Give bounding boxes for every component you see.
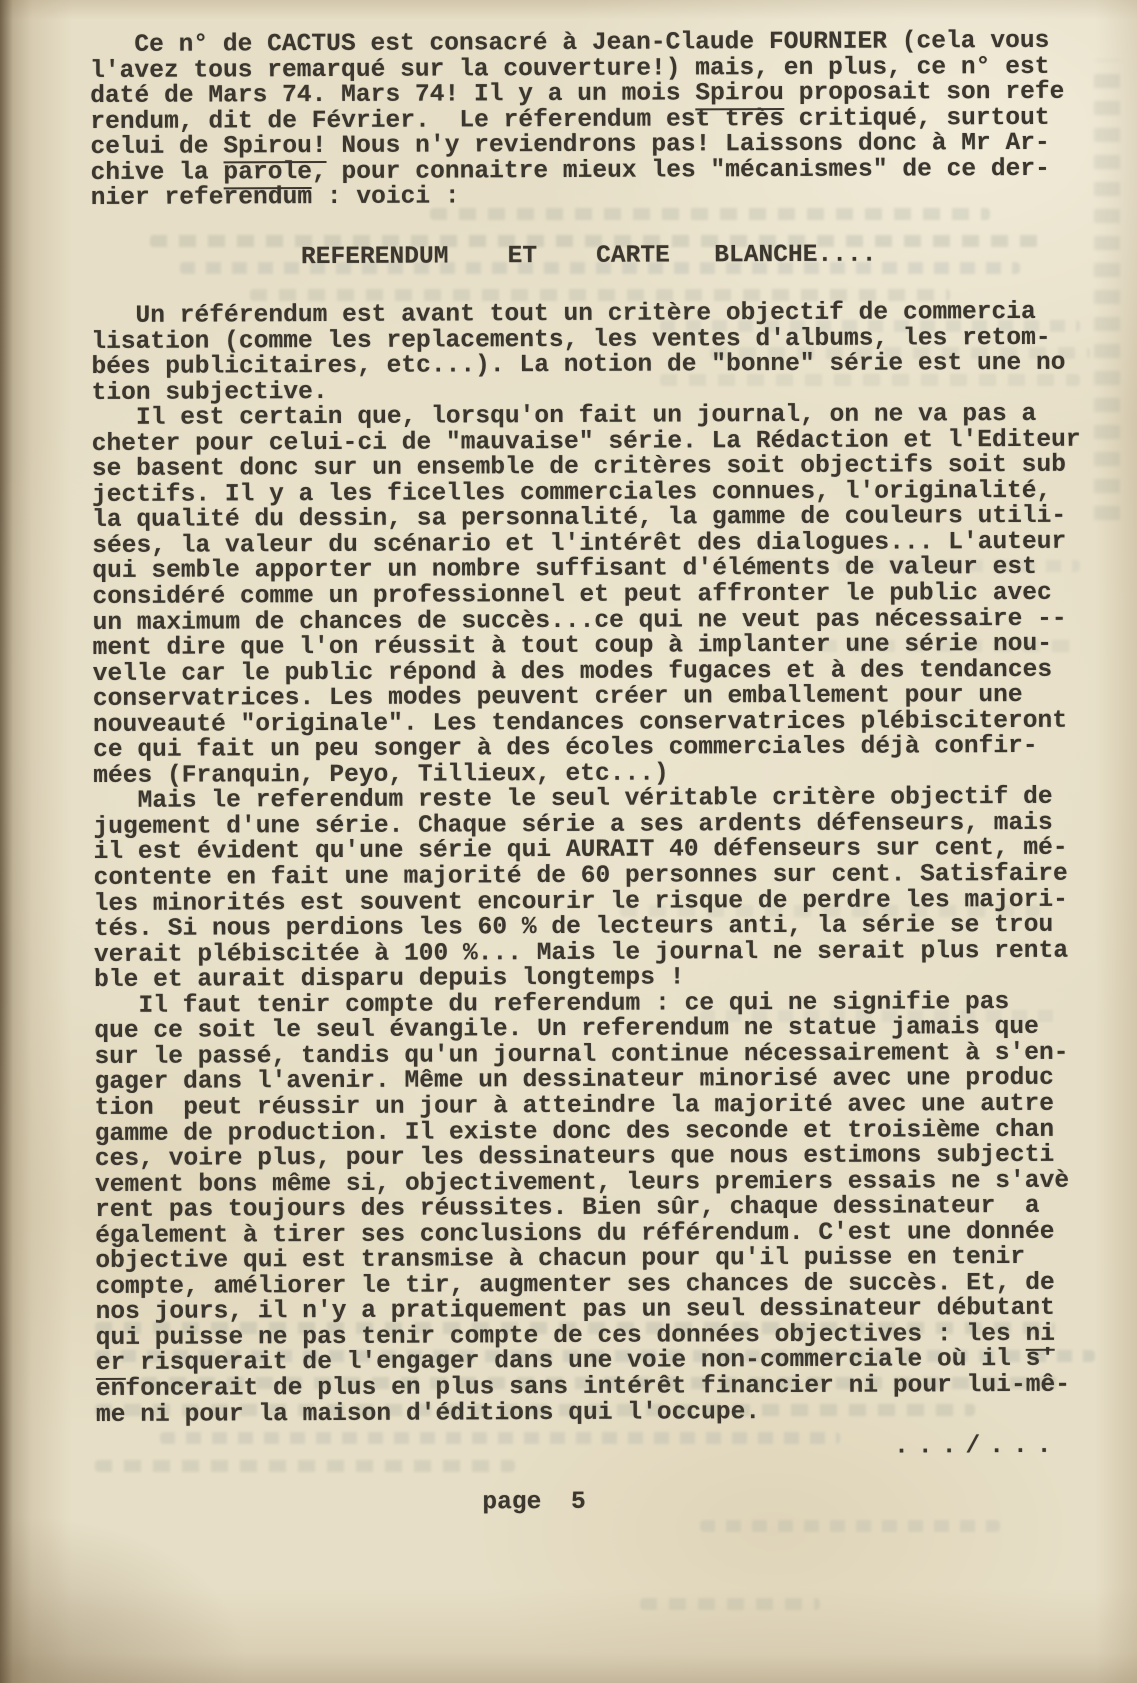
- text-line: Mais le referendum reste le seul véritable critère objectif de: [93, 784, 1053, 816]
- text-line: vement bons même si, objectivement, leurs premiers essais ne s'avè: [94, 1167, 1070, 1199]
- text-line: Ce n° de CACTUS est consacré à Jean-Claude FOURNIER (cela vous: [89, 27, 1050, 59]
- text-line: lisation (comme les replacements, les ventes d'albums, les retom-: [91, 324, 1051, 356]
- text-line: nouveauté "originale". Les tendances conservatrices plébisciteront: [92, 707, 1068, 739]
- text-line: que ce soit le seul évangile. Un referendum ne statue jamais que: [94, 1014, 1039, 1046]
- body-text: [91, 300, 1085, 1428]
- text-line: velle car le public répond à des modes fugaces et à des tendances: [92, 656, 1053, 688]
- text-line: cheter pour celui-ci de "mauvaise" série. La Rédaction et l'Editeur: [91, 426, 1081, 458]
- text-line: l'avez tous remarqué sur la couverture!) mais, en plus, ce n° est: [90, 53, 1050, 85]
- text-line: Il faut tenir compte du referendum : ce qui ne signifie pas: [94, 988, 1010, 1020]
- text-line: ce qui fait un peu songer à des écoles commerciales déjà confir-: [93, 733, 1038, 765]
- text-line: Un référendum est avant tout un critère objectif de commercia: [91, 298, 1036, 330]
- text-line: rendum, dit de Février. Le réferendum est très critiqué, surtout: [90, 104, 1050, 136]
- continuation-mark: .../...: [894, 1432, 1061, 1461]
- text-line: me ni pour la maison d'éditions qui l'occupe.: [95, 1398, 761, 1429]
- text-line: ment dire que l'on réussit à tout coup à implanter une série nou-: [92, 630, 1053, 663]
- text-line: contente en fait une majorité de 60 personnes sur cent. Satisfaire: [93, 860, 1068, 893]
- text-line: verait plébiscitée à 100 %... Mais le journal ne serait plus renta: [93, 937, 1069, 969]
- text-line: jugement d'une série. Chaque série a ses ardents défenseurs, mais: [93, 809, 1053, 841]
- text-line: tion subjective.: [91, 378, 328, 407]
- text-line: enfoncerait de plus en plus sans intérêt financier ni pour lui-mê-: [95, 1371, 1071, 1403]
- text-line: jectifs. Il y a les ficelles commerciales connues, l'originalité,: [91, 477, 1052, 509]
- text-line: ble et aurait disparu depuis longtemps !: [94, 964, 685, 995]
- text-line: ces, voire plus, pour les dessinateurs que nous estimons subjecti: [94, 1141, 1055, 1174]
- text-line: bées publicitaires, etc...). La notion de "bonne" série est une no: [91, 349, 1066, 382]
- text-line: également à tirer ses conclusions du référendum. C'est une donnée: [95, 1218, 1055, 1250]
- text-line: il est évident qu'une série qui AURAIT 40 défenseurs sur cent, mé-: [93, 835, 1068, 867]
- text-line: se basent donc sur un ensemble de critères soit objectifs soit sub: [91, 452, 1067, 484]
- text-line: mées (Franquin, Peyo, Tillieux, etc...): [93, 760, 669, 790]
- text-line: Il est certain que, lorsqu'on fait un journal, on ne va pas a: [91, 401, 1037, 433]
- intro-paragraph: [90, 29, 1065, 212]
- text-line: la qualité du dessin, sa personnalité, la gamme de couleurs utili-: [92, 503, 1067, 535]
- page-number: page 5: [482, 1488, 586, 1517]
- text-line: rent pas toujours des réussites. Bien sûr, chaque dessinateur a: [95, 1193, 1040, 1225]
- text-line: celui de Spirou! Nous n'y reviendrons pas! Laissons donc à Mr Ar-: [90, 131, 1064, 161]
- text-line: sées, la valeur du scénario et l'intérêt des dialogues... L'auteur: [92, 528, 1067, 560]
- text-line: chive la parole, pour connaitre mieux les "mécanismes" de ce der-: [91, 156, 1065, 186]
- text-line: gager dans l'avenir. Même un dessinateur minorisé avec une produc: [94, 1065, 1054, 1097]
- text-line: er risquerait de l'engager dans une voie non-commerciale où il s': [96, 1347, 1085, 1377]
- text-line: daté de Mars 74. Mars 74! Il y a un mois Spirou proposait son refe: [90, 78, 1065, 111]
- text-line: sur le passé, tandis qu'un journal continue nécessairement à s'en-: [94, 1039, 1069, 1071]
- text-line: qui semble apporter un nombre suffisant d'éléments de valeur est: [92, 554, 1037, 586]
- text-line: gamme de production. Il existe donc des seconde et troisième chan: [94, 1116, 1055, 1148]
- text-line: nier referendum : voici :: [90, 183, 460, 213]
- text-line: conservatrices. Les modes peuvent créer un emballement pour une: [92, 682, 1023, 714]
- text-line: un maximum de chances de succès...ce qui ne veut pas nécessaire --: [92, 605, 1067, 637]
- text-line: considéré comme un professionnel et peut affronter le public avec: [92, 579, 1052, 612]
- text-line: tion peut réussir un jour à atteindre la majorité avec une autre: [94, 1090, 1055, 1122]
- article-heading: REFERENDUM ET CARTE BLANCHE....: [300, 241, 877, 272]
- text-line: tés. Si nous perdions les 60 % de lecteurs anti, la série se trou: [93, 911, 1054, 944]
- text-line: les minorités est souvent encourir le risque de perdre les majori-: [93, 886, 1068, 918]
- text-line: compte, améliorer le tir, augmenter ses chances de succès. Et, de: [95, 1269, 1055, 1301]
- text-line: qui puisse ne pas tenir compte de ces données objectives : les ni: [95, 1320, 1056, 1352]
- text-line: objective qui est transmise à chacun pour qu'il puisse en tenir: [95, 1244, 1026, 1276]
- text-line: nos jours, il n'y a pratiquement pas un seul dessinateur débutant: [95, 1295, 1055, 1327]
